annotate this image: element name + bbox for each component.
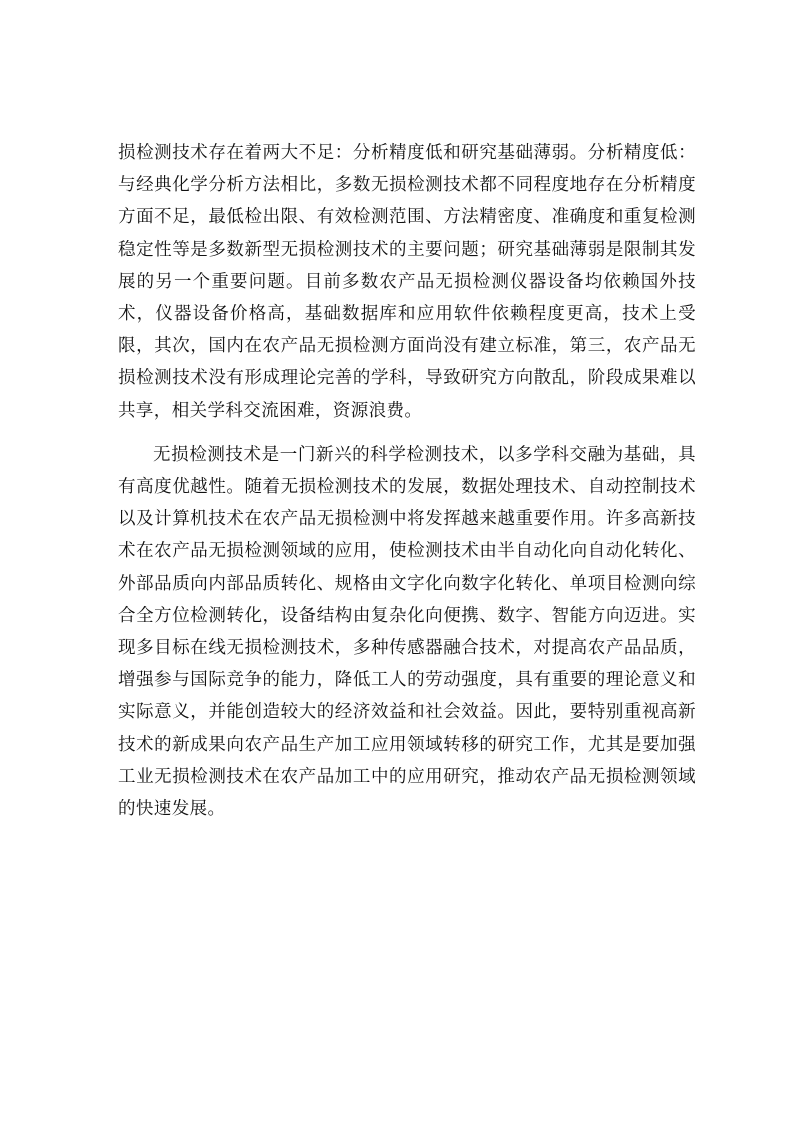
paragraph-continued: 损检测技术存在着两大不足：分析精度低和研究基础薄弱。分析精度低：与经典化学分析方法相比，多数无损检测技术都不同程度地存在分析精度方面不足，最低检出限、有效检测范围、方法精密度、准确度和重复检测稳定性等是多数新型无损检测技术的主要问题；研究基础薄弱是限制其发展的另一个重要问题。目前多数农产品无损检测仪器设备均依赖国外技术，仪器设备价格高，基础数据库和应用软件依赖程度更高，技术上受限，其次，国内在农产品无损检测方面尚没有建立标准，第三，农产品无损检测技术没有形成理论完善的学科，导致研究方向散乱，阶段成果难以共享，相关学科交流困难，资源浪费。 bbox=[118, 143, 696, 421]
paragraph: 无损检测技术是一门新兴的科学检测技术，以多学科交融为基础，具有高度优越性。随着无损检测技术的发展，数据处理技术、自动控制技术以及计算机技术在农产品无损检测中将发挥越来越重要作用。许多高新技术在农产品无损检测领域的应用，使检测技术由半自动化向自动化转化、外部品质向内部品质转化、规格由文字化向数字化转化、单项目检测向综合全方位检测转化，设备结构由复杂化向便携、数字、智能方向迈进。实现多目标在线无损检测技术，多种传感器融合技术，对提高农产品品质，增强参与国际竞争的能力，降低工人的劳动强度，具有重要的理论意义和实际意义，并能创造较大的经济效益和社会效益。因此，要特别重视高新技术的新成果向农产品生产加工应用领域转移的研究工作，尤其是要加强工业无损检测技术在农产品加工中的应用研究，推动农产品无损检测领域的快速发展。 bbox=[118, 444, 696, 820]
body-text bbox=[118, 137, 696, 825]
